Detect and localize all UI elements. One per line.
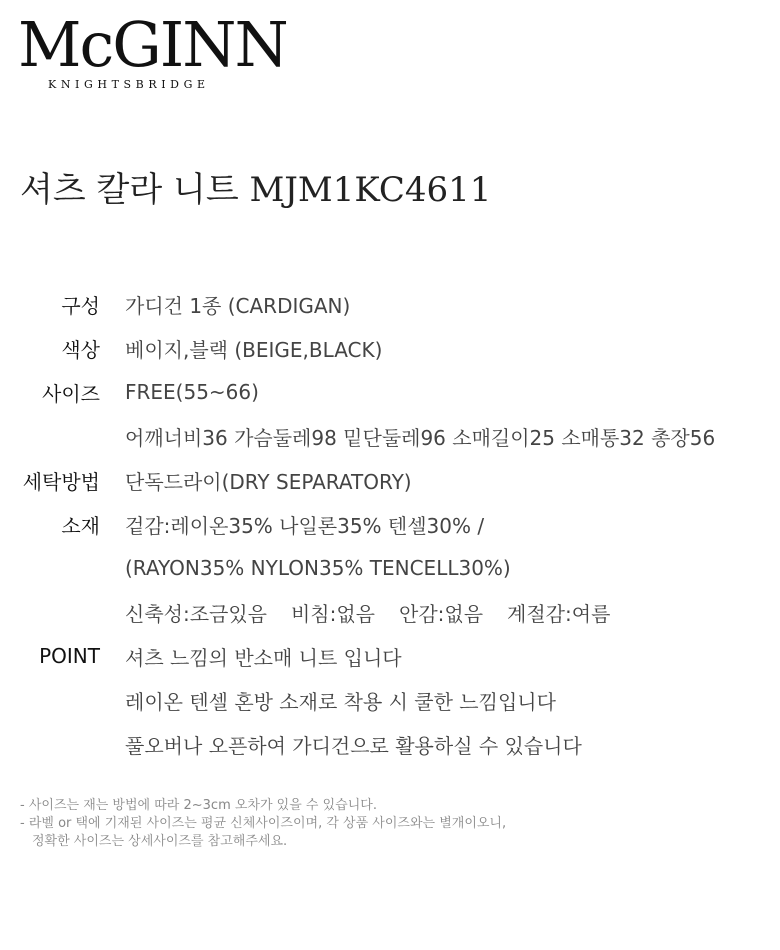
spec-label: 사이즈 <box>42 381 100 406</box>
spec-value: 풀오버나 오픈하여 가디건으로 활용하실 수 있습니다 <box>125 733 582 758</box>
spec-value: 어깨너비36 가슴둘레98 밑단둘레96 소매길이25 소매통32 총장56 <box>125 425 716 450</box>
spec-row-material <box>0 502 780 546</box>
spec-row-material-en <box>0 546 780 590</box>
spec-row-properties <box>0 590 780 634</box>
spec-row-composition <box>0 282 780 326</box>
spec-value: (RAYON35% NYLON35% TENCELL30%) <box>125 556 511 580</box>
product-title: 셔츠 칼라 니트 MJM1KC4611 <box>20 170 492 210</box>
note-line: 정확한 사이즈는 상세사이즈를 참고해주세요. <box>32 834 288 849</box>
property-sheerness: 비침:없음 <box>290 601 376 626</box>
spec-label: POINT <box>39 644 100 668</box>
note-line: - 라벨 or 택에 기재된 사이즈는 평균 신체사이즈이며, 각 상품 사이즈와는 별개이오니, <box>20 816 507 831</box>
spec-row-color <box>0 326 780 370</box>
spec-row-point-2 <box>0 678 780 722</box>
spec-value: 단독드라이(DRY SEPARATORY) <box>125 469 412 494</box>
spec-value: 가디건 1종 (CARDIGAN) <box>125 293 351 318</box>
spec-row-point-3 <box>0 722 780 766</box>
spec-value <box>125 598 610 627</box>
property-stretch: 신축성:조금있음 <box>125 601 267 626</box>
spec-value: 셔츠 느낌의 반소매 니트 입니다 <box>125 645 402 670</box>
size-notes <box>20 797 506 851</box>
spec-row-measurements <box>0 414 780 458</box>
spec-row-point <box>0 634 780 678</box>
spec-value: 레이온 텐셀 혼방 소재로 착용 시 쿨한 느낌입니다 <box>125 689 556 714</box>
spec-label: 색상 <box>61 337 100 362</box>
spec-value: 베이지,블랙 (BEIGE,BLACK) <box>125 337 383 362</box>
property-lining: 안감:없음 <box>399 601 484 626</box>
spec-row-washing <box>0 458 780 502</box>
brand-name: McGINN <box>18 8 287 81</box>
note-line: - 사이즈는 재는 방법에 따라 2~3cm 오차가 있을 수 있습니다. <box>20 798 377 813</box>
spec-row-size <box>0 370 780 414</box>
spec-value: FREE(55~66) <box>125 380 259 404</box>
spec-label: 세탁방법 <box>22 469 100 494</box>
brand-logo <box>18 8 308 91</box>
spec-table <box>0 282 780 766</box>
property-season: 계절감:여름 <box>507 601 611 626</box>
spec-value: 겉감:레이온35% 나일론35% 텐셀30% / <box>125 513 485 538</box>
spec-label: 구성 <box>61 293 100 318</box>
spec-label: 소재 <box>61 513 100 538</box>
brand-subtitle: KNIGHTSBRIDGE <box>48 78 210 91</box>
